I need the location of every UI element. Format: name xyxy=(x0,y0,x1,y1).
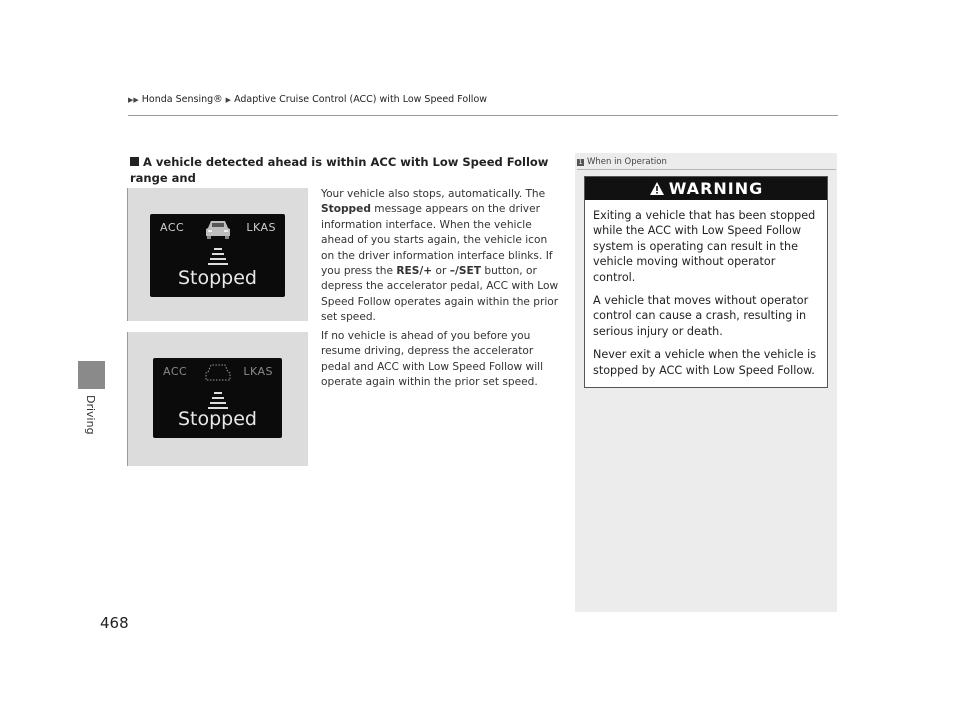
display-acc-indicator: ACC xyxy=(163,365,188,378)
reference-number-icon: 1 xyxy=(578,158,583,166)
vehicle-ahead-icon xyxy=(203,218,233,240)
figure-stopped-vehicle-ahead xyxy=(127,188,308,321)
warning-paragraph-1: Exiting a vehicle that has been stopped while the ACC with Low Speed Follow system is operating can result in the vehicle moving without operator control. xyxy=(593,209,816,284)
chapter-tab-marker[interactable] xyxy=(78,361,105,389)
driver-info-display xyxy=(153,358,282,438)
stopped-message: Stopped xyxy=(177,408,257,430)
breadcrumb-item-honda-sensing[interactable]: Honda Sensing® xyxy=(141,94,223,105)
stopped-term: Stopped xyxy=(321,203,371,216)
set-button-term: –/SET xyxy=(449,265,481,278)
body-text: or xyxy=(432,265,450,278)
display-lkas-indicator: LKAS xyxy=(243,365,273,378)
display-acc-indicator: ACC xyxy=(160,221,185,234)
header-rule xyxy=(128,115,838,116)
chapter-tab-label[interactable]: Driving xyxy=(84,395,97,435)
breadcrumb-arrow-icon: ▶▶ xyxy=(128,95,139,104)
warning-paragraph-2: A vehicle that moves without operator control can cause a crash, resulting in serious injury or death. xyxy=(593,294,809,338)
body-paragraph-2: If no vehicle is ahead of you before you resume driving, depress the accelerator pedal and ACC with Low Speed Follow will operate again within the prior set speed. xyxy=(321,330,544,389)
sidebar-ref-heading xyxy=(577,157,667,167)
body-text: Your vehicle also stops, automatically. The xyxy=(321,188,546,200)
body-paragraph-1 xyxy=(321,187,561,326)
vehicle-outline-blinking-icon xyxy=(203,362,233,384)
driver-info-display xyxy=(150,214,285,297)
warning-triangle-icon xyxy=(649,181,665,197)
body-text: message appears on the driver information interface. When the vehicle ahead of you starts again, the vehicle icon on the driver information interface blinks. If you press the xyxy=(321,203,553,278)
breadcrumb-item-acc[interactable]: Adaptive Cruise Control (ACC) with Low Speed Follow xyxy=(234,94,488,105)
warning-header xyxy=(585,177,827,200)
breadcrumb-separator-icon: ▶ xyxy=(225,95,232,104)
sidebar-rule xyxy=(577,169,836,170)
body-text: button, or depress the accelerator pedal, ACC with Low Speed Follow operates again within the prior set speed. xyxy=(321,265,559,324)
warning-title: WARNING xyxy=(668,179,764,198)
warning-paragraph-3: Never exit a vehicle when the vehicle is stopped by ACC with Low Speed Follow. xyxy=(593,348,817,377)
res-button-term: RES/+ xyxy=(396,265,433,278)
figure-stopped-no-vehicle xyxy=(127,332,308,466)
warning-box xyxy=(584,176,828,388)
breadcrumb xyxy=(128,94,487,105)
page-number: 468 xyxy=(100,614,129,632)
display-lkas-indicator: LKAS xyxy=(246,221,276,234)
square-bullet-icon xyxy=(130,157,139,166)
sidebar-ref-title[interactable]: When in Operation xyxy=(587,157,667,167)
section-heading-line1: A vehicle detected ahead is within ACC with Low Speed Follow range and xyxy=(130,155,549,185)
stopped-message: Stopped xyxy=(177,267,257,289)
